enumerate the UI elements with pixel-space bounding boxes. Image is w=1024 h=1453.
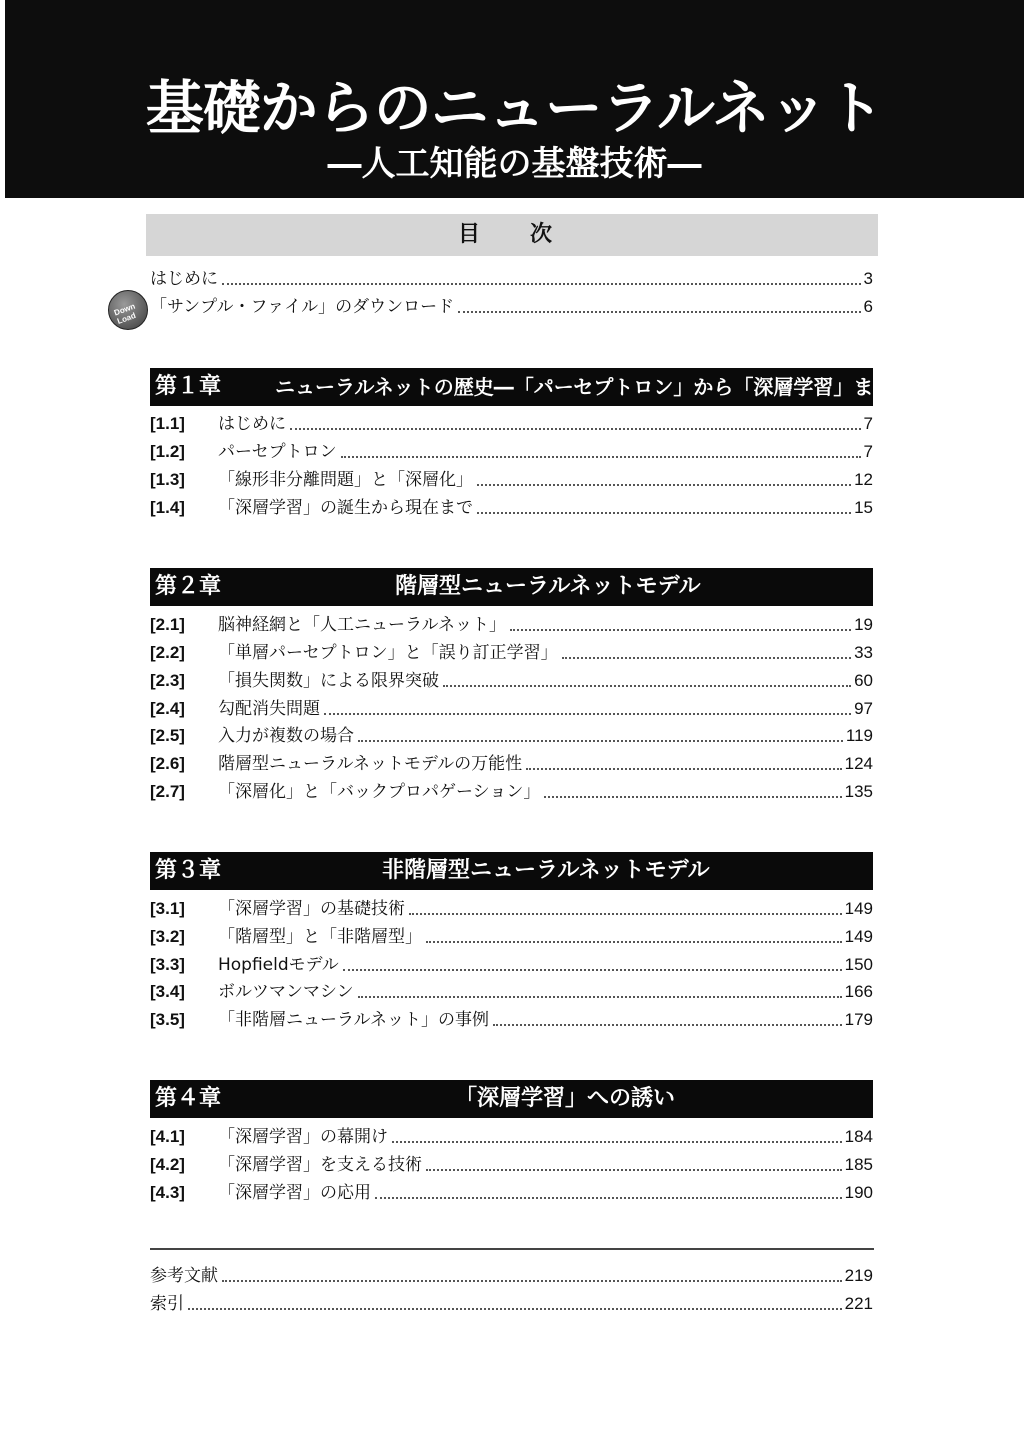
- entry-label: 「深層学習」の幕開け: [218, 1127, 388, 1147]
- leader-dots: [358, 996, 842, 998]
- chapter-number: 第３章: [155, 858, 222, 883]
- entry-label: 「深層学習」の誕生から現在まで: [218, 498, 473, 518]
- entry-number: [1.2]: [150, 442, 185, 461]
- entry-page: 3: [863, 269, 873, 288]
- leader-dots: [222, 283, 861, 285]
- entry-label: パーセプトロン: [218, 442, 337, 462]
- entry-page: 97: [854, 699, 873, 718]
- toc-entry-1-2[interactable]: [150, 439, 873, 465]
- toc-entry-references[interactable]: [150, 1263, 873, 1289]
- leader-dots: [562, 657, 851, 659]
- toc-entry-2-4[interactable]: [150, 696, 873, 722]
- entry-number: [3.4]: [150, 982, 185, 1001]
- entry-page: 6: [863, 297, 873, 316]
- leader-dots: [443, 685, 851, 687]
- chapter-number: 第１章: [155, 374, 222, 399]
- toc-header: 目 次: [146, 214, 878, 256]
- leader-dots: [358, 740, 843, 742]
- entry-number: [2.5]: [150, 726, 185, 745]
- entry-label: 参考文献: [150, 1266, 218, 1286]
- book-title: 基礎からのニューラルネット: [145, 74, 884, 142]
- toc-entry-4-3[interactable]: [150, 1180, 873, 1206]
- entry-number: [4.2]: [150, 1155, 185, 1174]
- entry-number: [3.1]: [150, 899, 185, 918]
- entry-label: 「非階層ニューラルネット」の事例: [218, 1010, 489, 1030]
- entry-page: 219: [844, 1266, 873, 1285]
- entry-number: [3.3]: [150, 955, 185, 974]
- entry-page: 149: [844, 927, 873, 946]
- chapter-4-heading[interactable]: [150, 1080, 873, 1118]
- toc-entry-3-3[interactable]: [150, 952, 873, 978]
- chapter-number: 第２章: [155, 574, 222, 599]
- toc-entry-2-5[interactable]: [150, 723, 873, 749]
- entry-label: 勾配消失問題: [218, 699, 320, 719]
- title-banner: [5, 0, 1024, 198]
- entry-label: 「損失関数」による限界突破: [218, 671, 439, 691]
- leader-dots: [426, 941, 842, 943]
- entry-page: 119: [845, 726, 873, 745]
- entry-page: 135: [844, 782, 873, 801]
- leader-dots: [510, 629, 851, 631]
- toc-entry-3-1[interactable]: [150, 896, 873, 922]
- entry-label: 「サンプル・ファイル」のダウンロード: [150, 297, 455, 317]
- leader-dots: [375, 1197, 842, 1199]
- leader-dots: [324, 713, 851, 715]
- entry-label: 「深層学習」を支える技術: [218, 1155, 422, 1175]
- chapter-2-heading[interactable]: [150, 568, 873, 606]
- entry-page: 149: [844, 899, 873, 918]
- entry-label: 索引: [150, 1294, 184, 1314]
- leader-dots: [477, 512, 851, 514]
- entry-page: 7: [863, 442, 873, 461]
- toc-entry-download[interactable]: [150, 294, 873, 320]
- leader-dots: [343, 969, 842, 971]
- entry-page: 19: [854, 615, 873, 634]
- entry-label: はじめに: [150, 269, 218, 289]
- leader-dots: [544, 796, 841, 798]
- entry-page: 221: [844, 1294, 873, 1313]
- toc-entry-1-3[interactable]: [150, 467, 873, 493]
- download-disc-icon: Down Load: [108, 290, 148, 330]
- entry-label: 「深層学習」の応用: [218, 1183, 371, 1203]
- chapter-number: 第４章: [155, 1086, 222, 1111]
- entry-number: [4.3]: [150, 1183, 185, 1202]
- entry-number: [1.4]: [150, 498, 185, 517]
- entry-page: 185: [844, 1155, 873, 1174]
- toc-entry-2-3[interactable]: [150, 668, 873, 694]
- entry-page: 12: [854, 470, 873, 489]
- toc-entry-2-6[interactable]: [150, 751, 873, 777]
- toc-entry-1-1[interactable]: [150, 411, 873, 437]
- entry-page: 184: [844, 1127, 873, 1146]
- entry-page: 150: [844, 955, 873, 974]
- toc-entry-4-2[interactable]: [150, 1152, 873, 1178]
- chapter-title: 「深層学習」への誘い: [455, 1086, 676, 1111]
- toc-entry-2-2[interactable]: [150, 640, 873, 666]
- entry-label: 「階層型」と「非階層型」: [218, 927, 422, 947]
- entry-page: 190: [844, 1183, 873, 1202]
- entry-number: [3.5]: [150, 1010, 185, 1029]
- chapter-1-heading[interactable]: [150, 368, 914, 406]
- entry-label: 「線形非分離問題」と「深層化」: [218, 470, 473, 490]
- entry-number: [4.1]: [150, 1127, 185, 1146]
- entry-number: [2.3]: [150, 671, 185, 690]
- toc-entry-index[interactable]: [150, 1291, 873, 1317]
- entry-number: [2.2]: [150, 643, 185, 662]
- leader-dots: [222, 1280, 842, 1282]
- leader-dots: [290, 428, 861, 430]
- toc-entry-2-1[interactable]: [150, 612, 873, 638]
- leader-dots: [493, 1024, 842, 1026]
- toc-entry-2-7[interactable]: [150, 779, 873, 805]
- book-subtitle: ―人工知能の基盤技術―: [327, 144, 702, 184]
- entry-page: 179: [844, 1010, 873, 1029]
- entry-label: 「深層学習」の基礎技術: [218, 899, 405, 919]
- leader-dots: [477, 484, 851, 486]
- chapter-3-heading[interactable]: [150, 852, 873, 890]
- entry-page: 60: [854, 671, 873, 690]
- chapter-title: ニューラルネットの歴史―「パーセプトロン」から「深層学習」まで―: [275, 375, 914, 399]
- leader-dots: [341, 456, 861, 458]
- chapter-title: 非階層型ニューラルネットモデル: [382, 858, 710, 883]
- entry-label: 「単層パーセプトロン」と「誤り訂正学習」: [218, 643, 558, 663]
- entry-number: [1.1]: [150, 414, 185, 433]
- toc-entry-3-4[interactable]: [150, 979, 873, 1005]
- entry-page: 33: [854, 643, 873, 662]
- entry-label: Hopfieldモデル: [218, 955, 339, 975]
- entry-number: [1.3]: [150, 470, 185, 489]
- leader-dots: [409, 913, 842, 915]
- toc-entry-3-2[interactable]: [150, 924, 873, 950]
- entry-label: はじめに: [218, 414, 286, 434]
- entry-page: 15: [854, 498, 873, 517]
- entry-label: 「深層化」と「バックプロパゲーション」: [218, 782, 541, 802]
- leader-dots: [392, 1141, 842, 1143]
- toc-entry-3-5[interactable]: [150, 1007, 873, 1033]
- entry-number: [2.6]: [150, 754, 185, 773]
- entry-number: [3.2]: [150, 927, 185, 946]
- leader-dots: [458, 311, 860, 313]
- chapter-title: 階層型ニューラルネットモデル: [395, 574, 701, 599]
- entry-page: 124: [844, 754, 873, 773]
- toc-entry-preface[interactable]: [150, 266, 873, 292]
- leader-dots: [426, 1169, 842, 1171]
- entry-label: 入力が複数の場合: [218, 726, 354, 746]
- entry-number: [2.1]: [150, 615, 185, 634]
- leader-dots: [188, 1308, 842, 1310]
- leader-dots: [526, 768, 841, 770]
- divider: [150, 1248, 874, 1250]
- entry-page: 166: [844, 982, 873, 1001]
- entry-label: 脳神経網と「人工ニューラルネット」: [218, 615, 506, 635]
- toc-entry-1-4[interactable]: [150, 495, 873, 521]
- entry-number: [2.7]: [150, 782, 185, 801]
- entry-number: [2.4]: [150, 699, 185, 718]
- entry-label: 階層型ニューラルネットモデルの万能性: [218, 754, 523, 774]
- entry-page: 7: [863, 414, 873, 433]
- toc-entry-4-1[interactable]: [150, 1124, 873, 1150]
- entry-label: ボルツマンマシン: [218, 982, 354, 1002]
